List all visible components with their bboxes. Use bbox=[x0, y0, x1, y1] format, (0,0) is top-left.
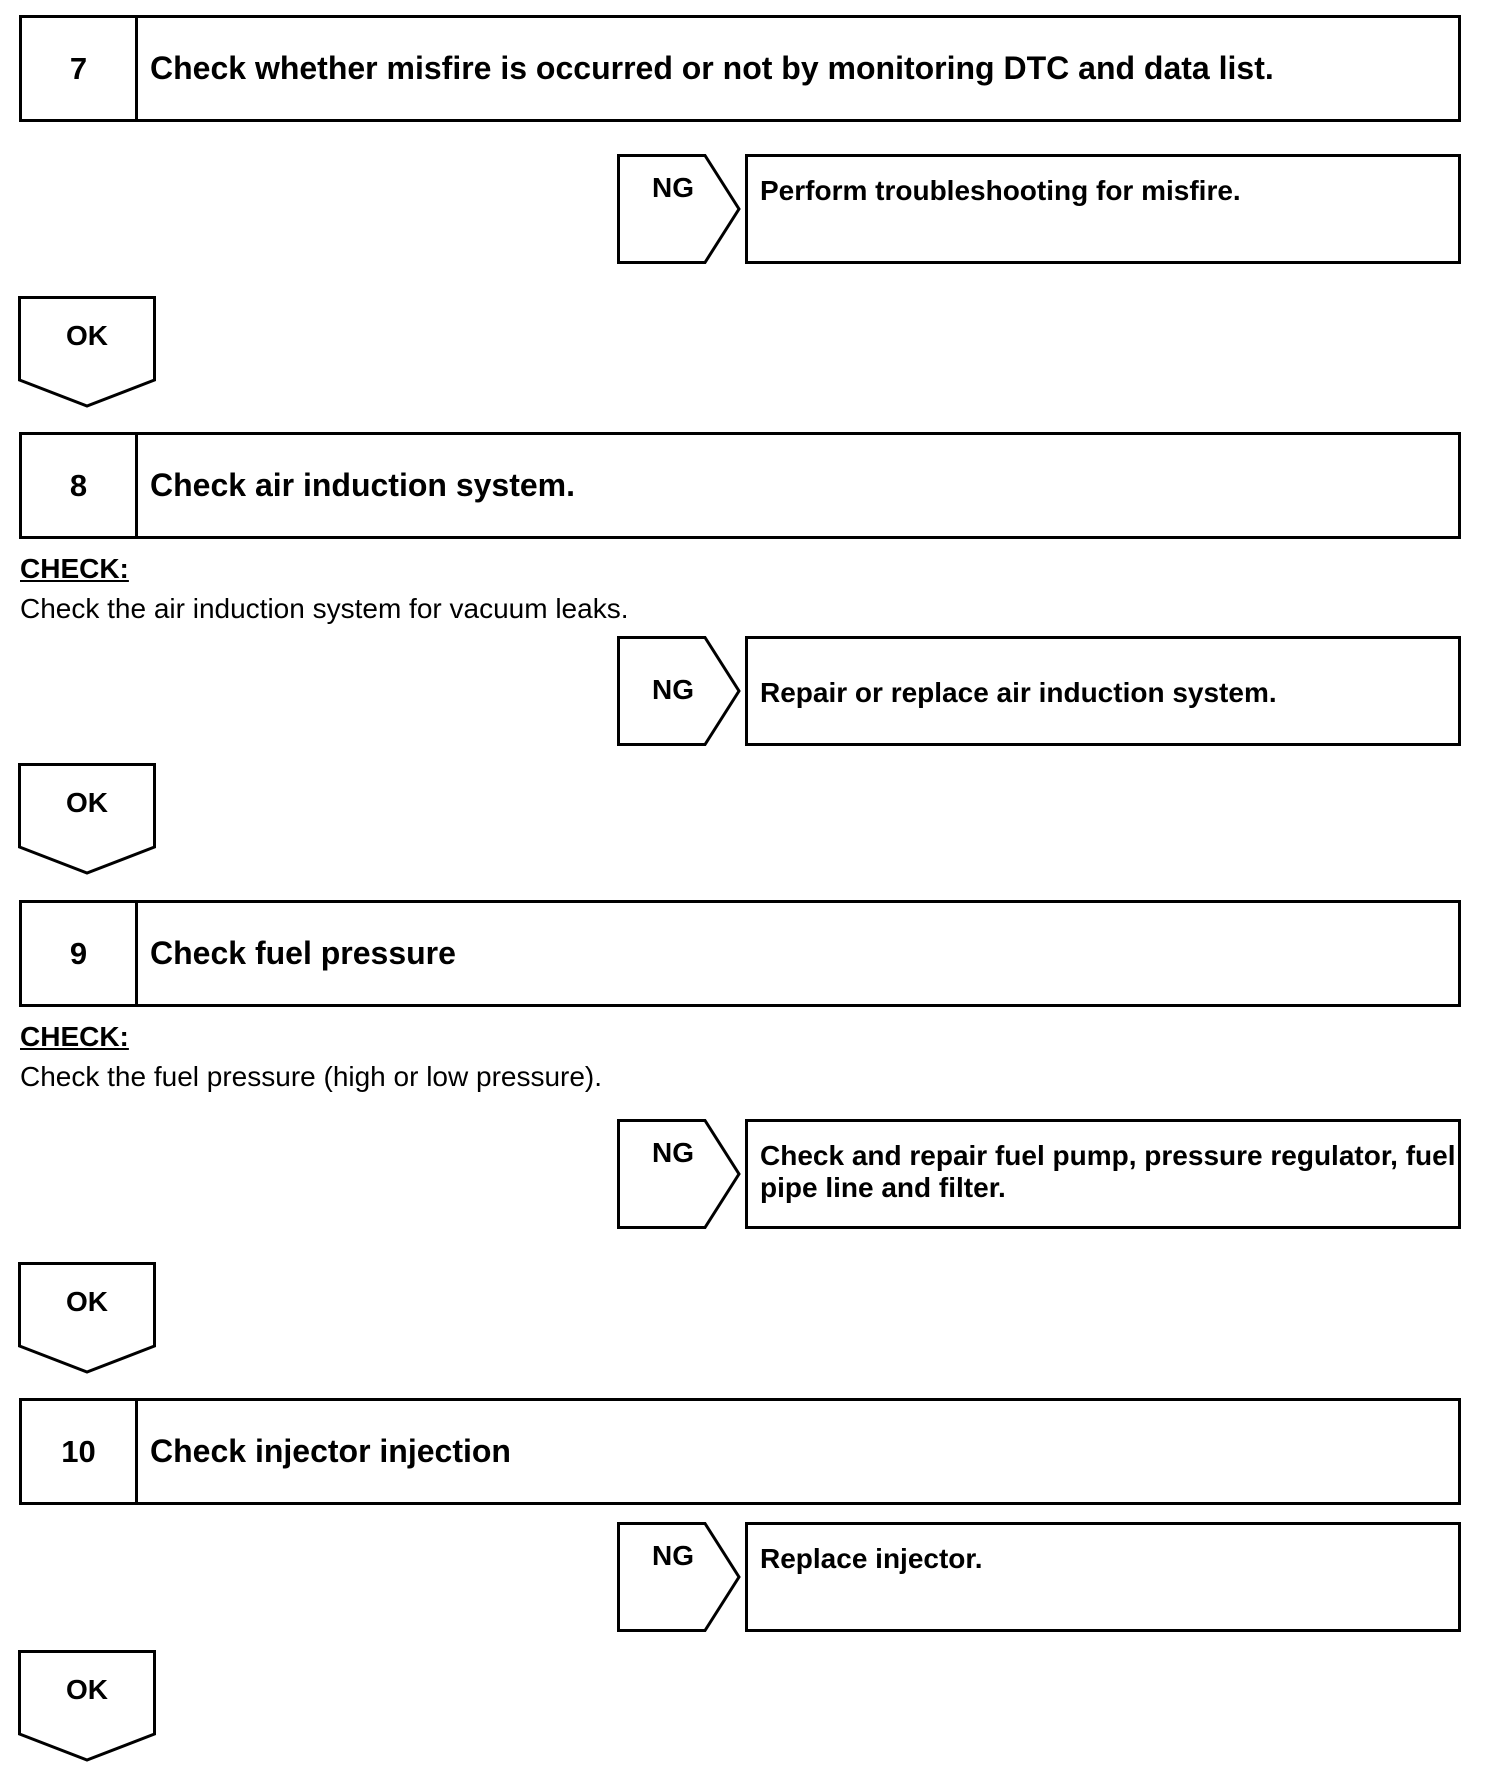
check-text: Check the air induction system for vacuum leaks. bbox=[20, 593, 629, 624]
ok-label: OK bbox=[66, 1674, 108, 1705]
ok-arrow-icon bbox=[18, 763, 156, 876]
ng-label: NG bbox=[652, 1137, 694, 1168]
ng-tag bbox=[617, 1119, 743, 1229]
step-8-box bbox=[19, 432, 1461, 539]
ng-tag bbox=[617, 1522, 743, 1632]
step-title: Check whether misfire is occurred or not by monitoring DTC and data list. bbox=[150, 50, 1274, 86]
ok-label: OK bbox=[66, 1286, 108, 1317]
ng-arrow-icon bbox=[617, 1119, 743, 1229]
step-number: 9 bbox=[22, 903, 138, 1004]
step-10-box bbox=[19, 1398, 1461, 1505]
ng-arrow-icon bbox=[617, 154, 743, 264]
ng-action-box: Replace injector. bbox=[745, 1522, 1461, 1632]
step-number: 10 bbox=[22, 1401, 138, 1502]
step-7-box bbox=[19, 15, 1461, 122]
ok-arrow-icon bbox=[18, 1650, 156, 1763]
ok-tag bbox=[18, 1262, 156, 1375]
ng-label: NG bbox=[652, 172, 694, 203]
check-heading: CHECK: bbox=[20, 1021, 129, 1052]
ng-arrow-icon bbox=[617, 1522, 743, 1632]
check-heading: CHECK: bbox=[20, 553, 129, 584]
step-title: Check injector injection bbox=[150, 1433, 511, 1469]
ng-label: NG bbox=[652, 674, 694, 705]
ok-label: OK bbox=[66, 320, 108, 351]
step-title: Check air induction system. bbox=[150, 467, 576, 503]
ng-label: NG bbox=[652, 1540, 694, 1571]
ok-arrow-icon bbox=[18, 296, 156, 409]
step-9-box bbox=[19, 900, 1461, 1007]
ok-tag bbox=[18, 296, 156, 409]
step-number: 8 bbox=[22, 435, 138, 536]
check-text: Check the fuel pressure (high or low pressure). bbox=[20, 1061, 603, 1092]
ng-tag bbox=[617, 636, 743, 746]
ng-tag bbox=[617, 154, 743, 264]
ok-arrow-icon bbox=[18, 1262, 156, 1375]
step-title: Check fuel pressure bbox=[150, 935, 456, 971]
ng-action-box: Perform troubleshooting for misfire. bbox=[745, 154, 1461, 264]
ok-tag bbox=[18, 763, 156, 876]
ok-tag bbox=[18, 1650, 156, 1763]
step-number: 7 bbox=[22, 18, 138, 119]
ok-label: OK bbox=[66, 787, 108, 818]
ng-action-box: Check and repair fuel pump, pressure regulator, fuel pipe line and filter. bbox=[745, 1119, 1461, 1229]
ng-action-box: Repair or replace air induction system. bbox=[745, 636, 1461, 746]
